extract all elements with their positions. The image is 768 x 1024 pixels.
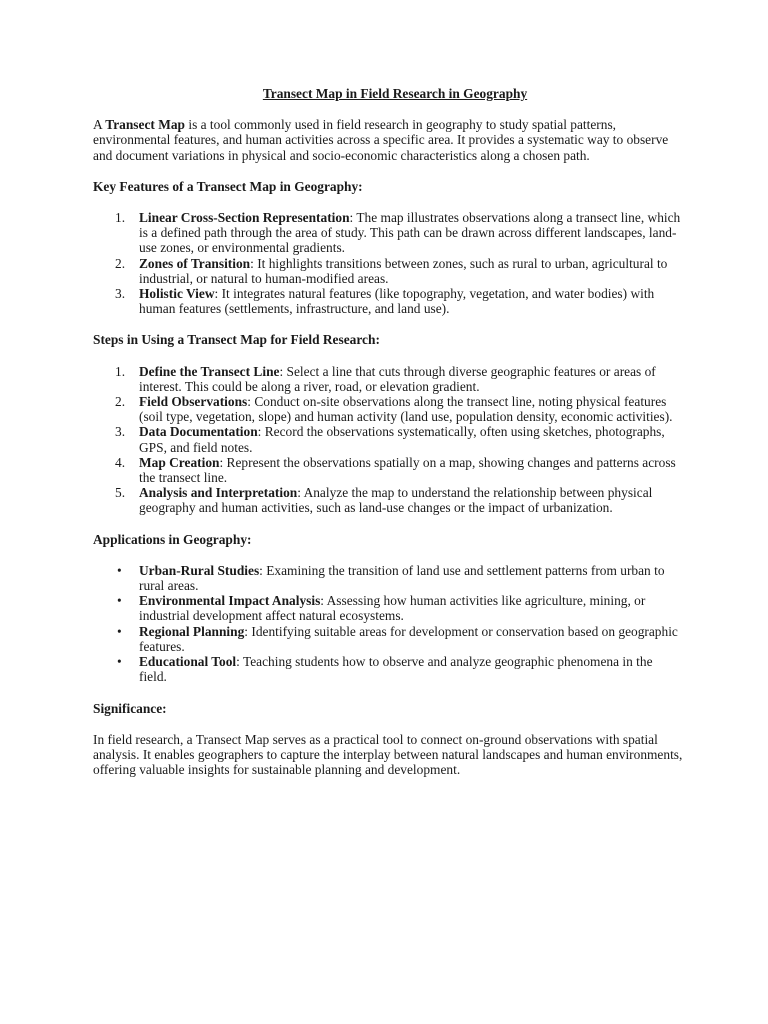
item-text: : Select a line that cuts through diverse geographic features or areas of interest. This could be along a river, road, or elevation gradient.: [139, 363, 656, 394]
list-marker: 1.: [115, 210, 126, 226]
item-term: Regional Planning: [139, 623, 245, 639]
key-features-list: [93, 210, 683, 316]
bullet-icon: •: [117, 623, 122, 639]
list-marker: 4.: [115, 454, 126, 470]
item-term: Map Creation: [139, 454, 220, 470]
item-term: Field Observations: [139, 394, 248, 410]
list-item: [93, 364, 683, 394]
list-marker: 3.: [115, 424, 126, 440]
bullet-icon: •: [117, 593, 122, 609]
list-item: [93, 394, 683, 424]
item-text: : Analyze the map to understand the relationship between physical geography and human activities, such as land-use changes or the impact of urbanization.: [139, 485, 653, 516]
item-text: : Identifying suitable areas for development or conservation based on geographic features.: [139, 623, 678, 654]
list-item: [93, 593, 683, 623]
intro-prefix: A: [93, 117, 106, 133]
item-text: : It integrates natural features (like topography, vegetation, and water bodies) with human features (settlements, infrastructure, and land use).: [139, 286, 655, 317]
list-marker: 1.: [115, 363, 126, 379]
list-item: [93, 654, 683, 684]
item-term: Holistic View: [139, 286, 215, 302]
item-text: : The map illustrates observations along a transect line, which is a defined path through the area of study. This path can be drawn across different landscapes, land-use zones, or environmental gradients.: [139, 210, 681, 256]
list-marker: 3.: [115, 286, 126, 302]
intro-term: Transect Map: [105, 117, 185, 133]
list-marker: 2.: [115, 255, 126, 271]
list-item: [93, 256, 683, 286]
item-term: Linear Cross-Section Representation: [139, 210, 350, 226]
item-text: : It highlights transitions between zones, such as rural to urban, agricultural to industrial, or natural to human-modified areas.: [139, 255, 668, 286]
intro-text: is a tool commonly used in field research in geography to study spatial patterns, environmental features, and human activities across a specific area. It provides a systematic way to observe and document variations in physical and socio-economic characteristics along a chosen path.: [93, 117, 669, 163]
item-term: Zones of Transition: [139, 255, 251, 271]
document-body: [93, 86, 683, 777]
item-term: Urban-Rural Studies: [139, 562, 260, 578]
list-item: [93, 286, 683, 316]
item-term: Data Documentation: [139, 424, 258, 440]
item-text: : Record the observations systematically, often using sketches, photographs, GPS, and field notes.: [139, 424, 665, 455]
significance-heading: Significance:: [93, 700, 167, 716]
list-item: [93, 424, 683, 454]
applications-list: [93, 563, 683, 685]
item-term: Educational Tool: [139, 654, 237, 670]
item-text: : Teaching students how to observe and analyze geographic phenomena in the field.: [139, 654, 653, 685]
significance-paragraph: In field research, a Transect Map serves as a practical tool to connect on-ground observations with spatial analysis. It enables geographers to capture the interplay between natural landscapes and human environments, offering valuable insights for sustainable planning and development.: [93, 731, 683, 778]
item-term: Environmental Impact Analysis: [139, 593, 321, 609]
item-text: : Assessing how human activities like agriculture, mining, or industrial development affect natural ecosystems.: [139, 593, 646, 624]
intro-paragraph: [93, 117, 683, 163]
bullet-icon: •: [117, 654, 122, 670]
list-marker: 2.: [115, 394, 126, 410]
item-text: : Examining the transition of land use and settlement patterns from urban to rural areas.: [139, 562, 665, 594]
list-item: [93, 563, 683, 593]
list-item: [93, 485, 683, 515]
list-item: [93, 624, 683, 654]
item-term: Analysis and Interpretation: [139, 485, 298, 501]
list-item: [93, 210, 683, 256]
bullet-icon: •: [117, 562, 122, 578]
steps-heading: Steps in Using a Transect Map for Field Research:: [93, 332, 380, 348]
list-marker: 5.: [115, 485, 126, 501]
item-text: : Represent the observations spatially on a map, showing changes and patterns across the transect line.: [139, 454, 676, 486]
page-title: Transect Map in Field Research in Geography: [262, 86, 528, 101]
applications-heading: Applications in Geography:: [93, 531, 252, 547]
steps-list: [93, 364, 683, 516]
item-text: : Conduct on-site observations along the transect line, noting physical features (soil type, vegetation, slope) and human activity (land use, population density, economic activities).: [139, 394, 673, 425]
key-features-heading: Key Features of a Transect Map in Geography:: [93, 178, 363, 194]
item-term: Define the Transect Line: [139, 363, 280, 379]
list-item: [93, 455, 683, 485]
